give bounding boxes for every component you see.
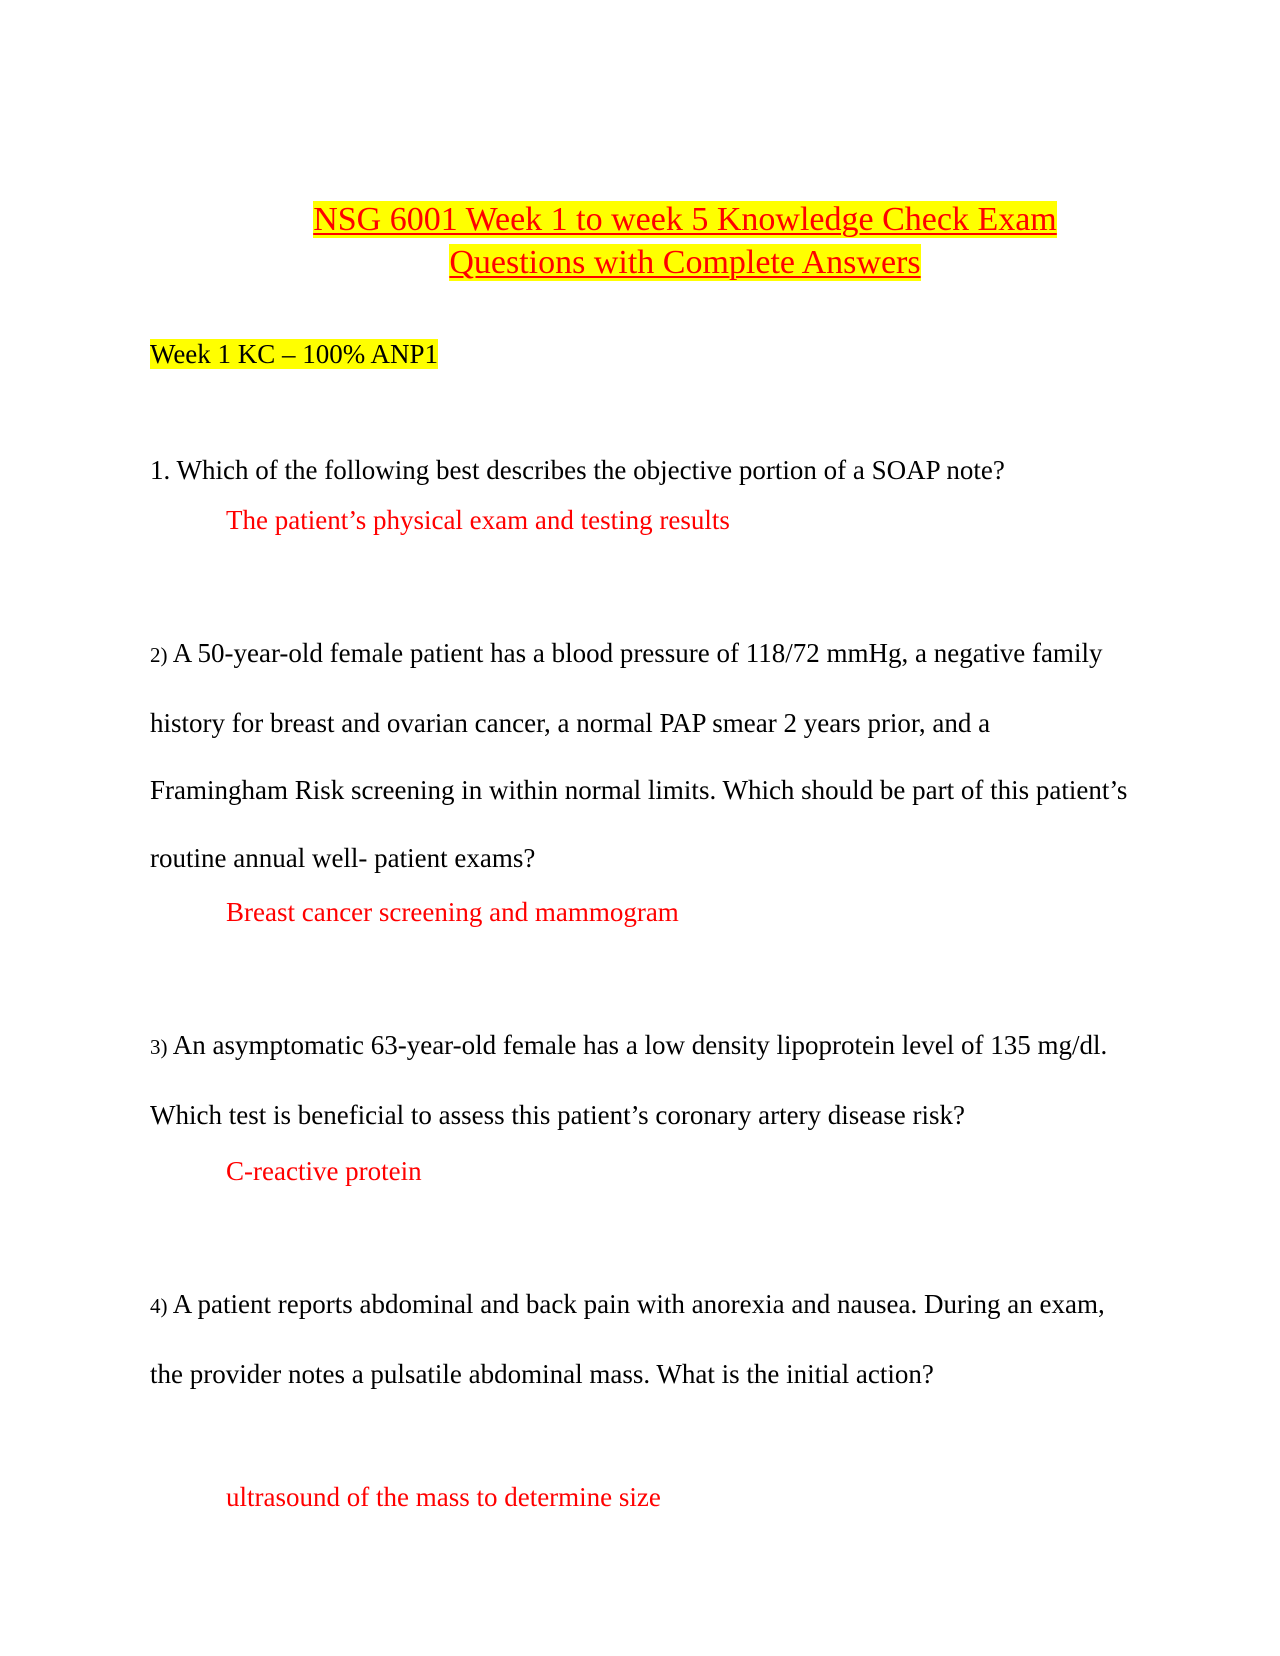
question-4-text: A patient reports abdominal and back pain with anorexia and nausea. During an exam, the provider notes a pulsatile abdominal mass. What is the initial action? bbox=[150, 1289, 1105, 1389]
question-2-text: A 50-year-old female patient has a blood pressure of 118/72 mmHg, a negative family history for breast and ovarian cancer, a normal PAP smear 2 years prior, and a Framingham Risk screening in within normal limits. Which should be part of this patient’s routine annual well- patient exams? bbox=[150, 638, 1128, 873]
answer-4: ultrasound of the mass to determine size bbox=[226, 1482, 661, 1512]
document-title bbox=[150, 198, 1220, 284]
document-title-line-1: NSG 6001 Week 1 to week 5 Knowledge Check Exam bbox=[313, 201, 1057, 238]
question-4-number: 4) bbox=[150, 1294, 168, 1318]
question-3-number: 3) bbox=[150, 1035, 168, 1059]
question-4 bbox=[150, 1271, 1130, 1408]
week-heading-text: Week 1 KC – 100% ANP1 bbox=[150, 339, 439, 369]
question-3-text: An asymptomatic 63-year-old female has a low density lipoprotein level of 135 mg/dl. Which test is beneficial to assess this patient’s coronary artery disease risk? bbox=[150, 1030, 1108, 1130]
answer-3: C-reactive protein bbox=[226, 1156, 422, 1186]
question-2 bbox=[150, 620, 1130, 892]
document-title-line-2: Questions with Complete Answers bbox=[449, 244, 921, 281]
question-2-number: 2) bbox=[150, 643, 168, 667]
question-1-number: 1. bbox=[150, 455, 171, 485]
week-heading bbox=[150, 336, 438, 372]
answer-2: Breast cancer screening and mammogram bbox=[226, 897, 679, 927]
question-3 bbox=[150, 1012, 1130, 1149]
question-1-text: Which of the following best describes the objective portion of a SOAP note? bbox=[170, 455, 1005, 485]
question-1 bbox=[150, 437, 1130, 505]
answer-1: The patient’s physical exam and testing results bbox=[226, 505, 730, 535]
